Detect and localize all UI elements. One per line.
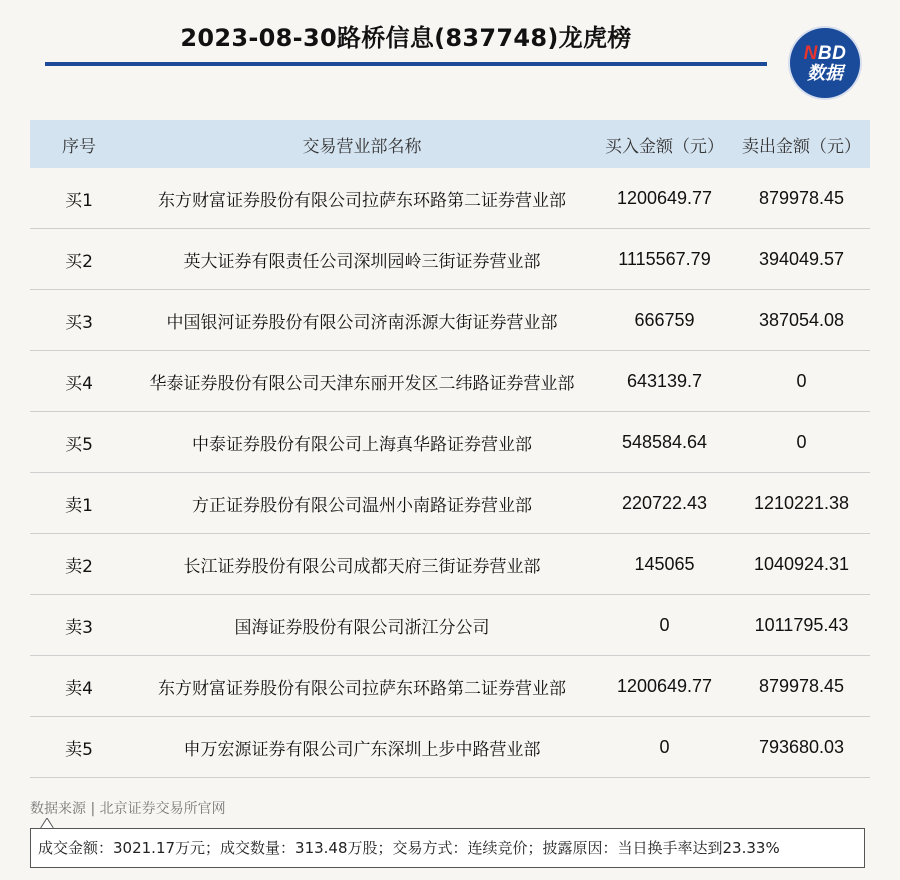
table-row xyxy=(30,290,870,351)
dragon-tiger-table xyxy=(30,120,870,778)
column-header-sell: 卖出金额（元） xyxy=(733,120,870,168)
cell-sell-amount: 387054.08 xyxy=(733,290,870,351)
cell-seq: 买1 xyxy=(30,168,128,229)
cell-sell-amount: 1040924.31 xyxy=(733,534,870,595)
cell-buy-amount: 666759 xyxy=(596,290,733,351)
cell-seq: 买5 xyxy=(30,412,128,473)
cell-sell-amount: 0 xyxy=(733,351,870,412)
cell-buy-amount: 1200649.77 xyxy=(596,656,733,717)
cell-seq: 卖5 xyxy=(30,717,128,778)
cell-sell-amount: 793680.03 xyxy=(733,717,870,778)
cell-buy-amount: 548584.64 xyxy=(596,412,733,473)
cell-sell-amount: 1210221.38 xyxy=(733,473,870,534)
table-row xyxy=(30,473,870,534)
cell-sell-amount: 1011795.43 xyxy=(733,595,870,656)
cell-sell-amount: 879978.45 xyxy=(733,168,870,229)
cell-branch-name: 方正证券股份有限公司温州小南路证券营业部 xyxy=(128,473,596,534)
cell-seq: 买4 xyxy=(30,351,128,412)
column-header-seq: 序号 xyxy=(30,120,128,168)
cell-seq: 买3 xyxy=(30,290,128,351)
cell-buy-amount: 0 xyxy=(596,717,733,778)
cell-sell-amount: 394049.57 xyxy=(733,229,870,290)
table-row xyxy=(30,534,870,595)
cell-branch-name: 东方财富证券股份有限公司拉萨东环路第二证券营业部 xyxy=(128,168,596,229)
cell-seq: 卖1 xyxy=(30,473,128,534)
cell-branch-name: 东方财富证券股份有限公司拉萨东环路第二证券营业部 xyxy=(128,656,596,717)
cell-seq: 卖2 xyxy=(30,534,128,595)
cell-buy-amount: 1200649.77 xyxy=(596,168,733,229)
trade-summary-note: 成交金额：3021.17万元；成交数量：313.48万股；交易方式：连续竞价；披露原因：当日换手率达到23.33% xyxy=(30,828,865,868)
cell-buy-amount: 145065 xyxy=(596,534,733,595)
cell-sell-amount: 0 xyxy=(733,412,870,473)
table-row xyxy=(30,595,870,656)
data-source: 数据来源 | 北京证券交易所官网 xyxy=(30,801,226,817)
nbd-logo xyxy=(790,28,860,98)
title-underline xyxy=(45,62,767,66)
cell-buy-amount: 1115567.79 xyxy=(596,229,733,290)
table-row xyxy=(30,717,870,778)
cell-buy-amount: 0 xyxy=(596,595,733,656)
table-row xyxy=(30,656,870,717)
cell-buy-amount: 643139.7 xyxy=(596,351,733,412)
page-title: 2023-08-30路桥信息(837748)龙虎榜 xyxy=(180,24,632,52)
table-row xyxy=(30,351,870,412)
table-row xyxy=(30,168,870,229)
cell-sell-amount: 879978.45 xyxy=(733,656,870,717)
cell-branch-name: 中国银河证券股份有限公司济南泺源大街证券营业部 xyxy=(128,290,596,351)
cell-branch-name: 华泰证券股份有限公司天津东丽开发区二纬路证券营业部 xyxy=(128,351,596,412)
cell-seq: 卖3 xyxy=(30,595,128,656)
column-header-name: 交易营业部名称 xyxy=(128,120,596,168)
logo-text-top: NBD xyxy=(803,43,847,64)
cell-branch-name: 英大证券有限责任公司深圳园岭三街证券营业部 xyxy=(128,229,596,290)
table-row xyxy=(30,229,870,290)
cell-branch-name: 长江证券股份有限公司成都天府三街证券营业部 xyxy=(128,534,596,595)
cell-seq: 买2 xyxy=(30,229,128,290)
column-header-buy: 买入金额（元） xyxy=(596,120,733,168)
cell-branch-name: 申万宏源证券有限公司广东深圳上步中路营业部 xyxy=(128,717,596,778)
cell-branch-name: 中泰证券股份有限公司上海真华路证券营业部 xyxy=(128,412,596,473)
table-row xyxy=(30,412,870,473)
cell-seq: 卖4 xyxy=(30,656,128,717)
logo-text-bottom: 数据 xyxy=(807,63,843,83)
cell-buy-amount: 220722.43 xyxy=(596,473,733,534)
table-header-row xyxy=(30,120,870,168)
cell-branch-name: 国海证券股份有限公司浙江分公司 xyxy=(128,595,596,656)
